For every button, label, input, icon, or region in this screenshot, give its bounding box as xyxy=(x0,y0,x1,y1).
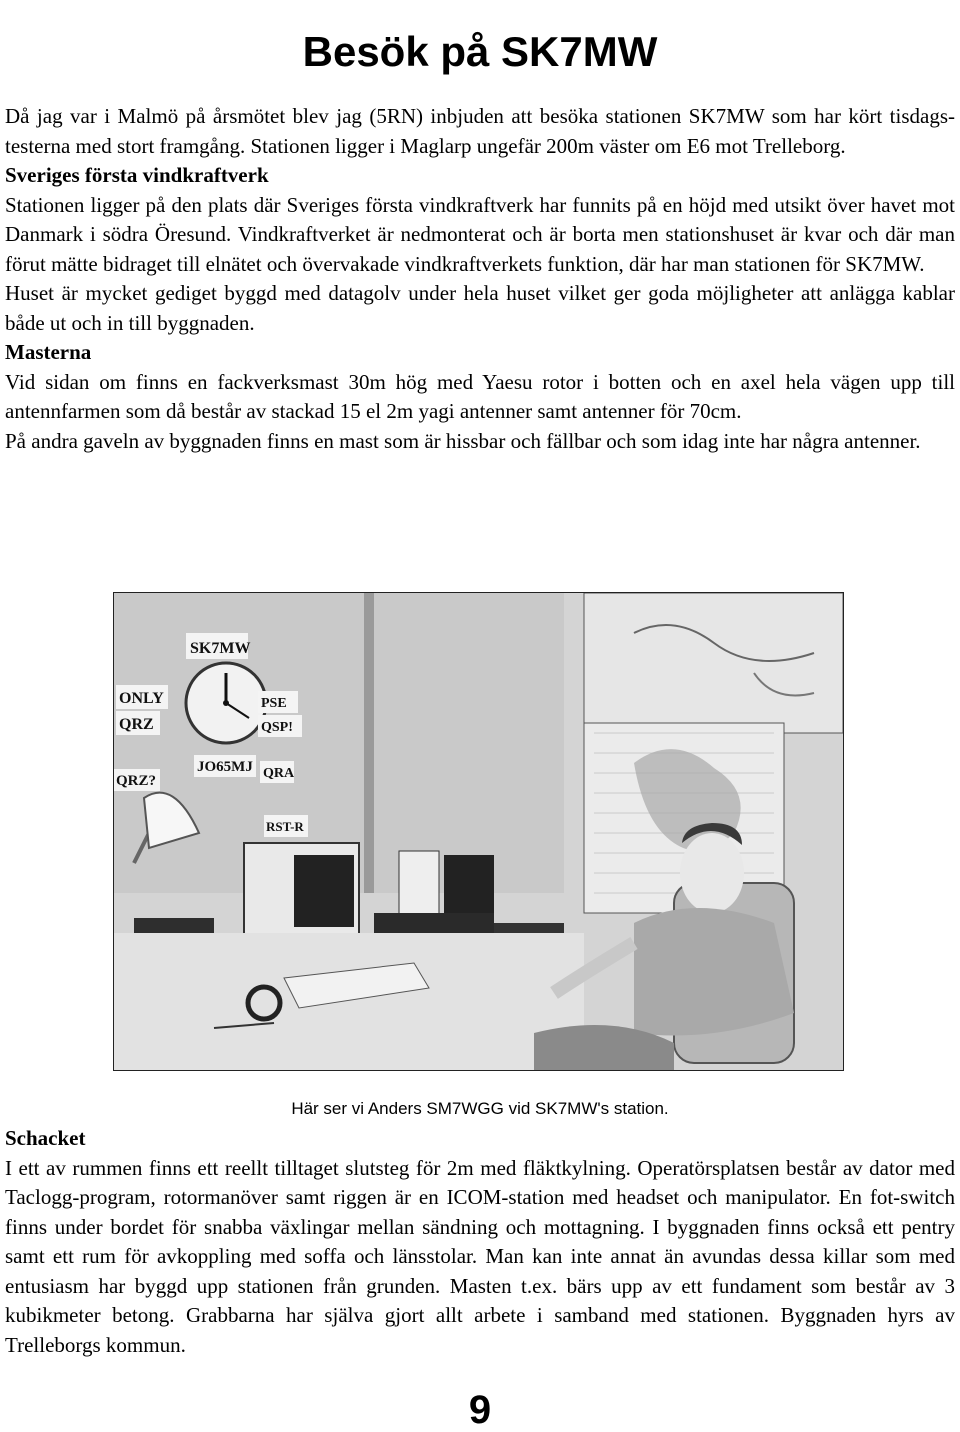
section-heading-wind: Sveriges första vindkraftverk xyxy=(5,163,269,187)
sign-qrz: QRZ xyxy=(119,716,154,733)
article-body-top xyxy=(5,102,955,456)
sign-locator: JO65MJ xyxy=(197,759,253,775)
sign-pse: PSE xyxy=(261,696,287,711)
station-photo xyxy=(113,592,844,1071)
sign-rst: RST-R xyxy=(266,819,304,834)
sign-only: ONLY xyxy=(119,690,164,707)
page-title: Besök på SK7MW xyxy=(302,28,658,76)
sign-qra: QRA xyxy=(263,766,295,781)
sign-callsign: SK7MW xyxy=(190,640,251,657)
shack-paragraph: I ett av rummen finns ett reellt tilltaget slutsteg för 2m med fläktkylning. Operatörsplatsen består av dator med Taclogg-program, rotormanöver samt riggen är en ICOM-station med headset och manipulator. En fot-switch finns under bordet för snabba växlingar mellan sändning och mottagning. I byggnaden finns också ett pentry samt ett rum för avkoppling med soffa och länsstolar. Man kan inte annat än avundas dessa killar som med entusiasm har byggd upp stationen från grunden. Masten t.ex. bärs upp av ett fundament som består av 3 kubikmeter betong. Grabbarna har själva gjort allt arbete i samband med stationen. Byggnaden hyrs av Trelleborgs kommun. xyxy=(5,1155,955,1357)
wind-paragraph-2: Huset är mycket gediget byggd med datagolv under hela huset vilket ger goda möjligheter att anlägga kablar både ut och in till byggnaden. xyxy=(5,281,955,335)
sign-qsp: QSP! xyxy=(261,720,293,735)
masts-paragraph-1: Vid sidan om finns en fackverksmast 30m hög med Yaesu rotor i botten och en axel hela vägen upp till antennfarmen som då består av stackad 15 el 2m yagi antenner samt antenner för 70cm. xyxy=(5,369,955,423)
section-heading-masts: Masterna xyxy=(5,340,92,364)
section-heading-shack: Schacket xyxy=(5,1126,86,1150)
wind-paragraph-1: Stationen ligger på den plats där Sveriges första vindkraftverk har funnits på en höjd med utsikt över havet mot Danmark i södra Öresund. Vindkraftverket är nedmonterat och är borta men stationshuset är kvar och där man förut mätte bidraget till elnätet och övervakade vindkraftverkets funktion, där har man stationen för SK7MW. xyxy=(5,192,955,276)
photo-caption: Här ser vi Anders SM7WGG vid SK7MW's station. xyxy=(291,1099,669,1118)
article-body-bottom xyxy=(5,1124,955,1360)
masts-paragraph-2: På andra gaveln av byggnaden finns en mast som är hissbar och fällbar och som idag inte har några antenner. xyxy=(5,428,921,453)
sign-qrz2: QRZ? xyxy=(116,773,157,789)
intro-paragraph: Då jag var i Malmö på årsmötet blev jag (5RN) inbjuden att besöka stationen SK7MW som har kört tisdags-testerna med stort framgång. Stationen ligger i Maglarp ungefär 200m väster om E6 mot Trelleborg. xyxy=(5,104,955,158)
page-number: 9 xyxy=(468,1388,492,1432)
